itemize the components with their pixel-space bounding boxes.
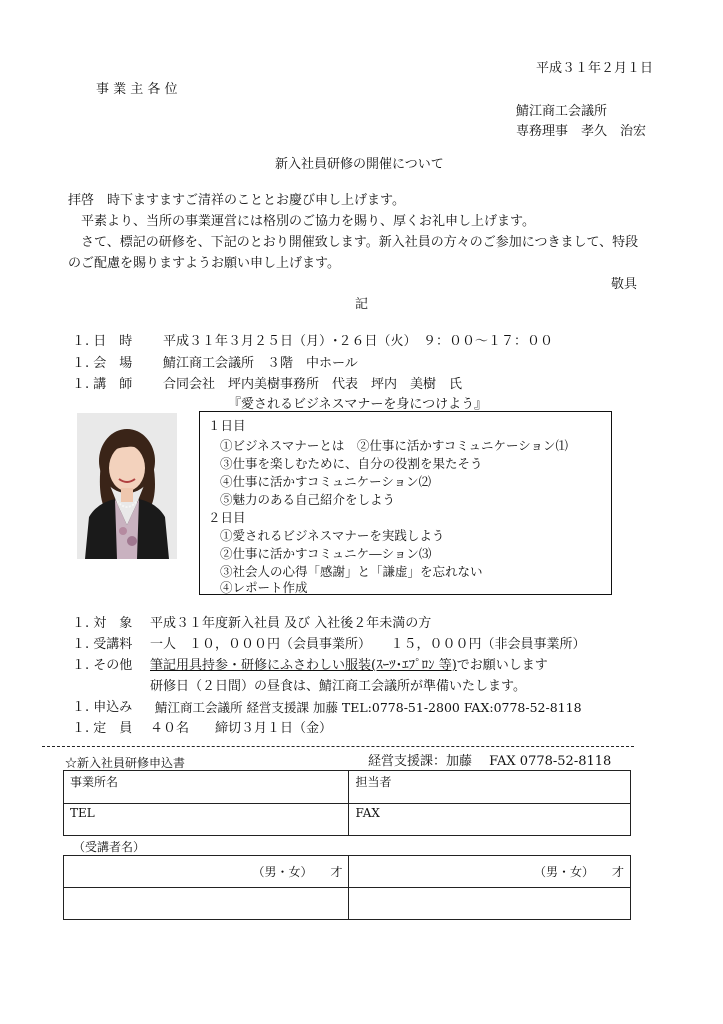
day1-item: ③仕事を楽しむために、自分の役割を果たそう bbox=[220, 456, 483, 471]
trainee-cell-1[interactable] bbox=[64, 856, 349, 888]
day2-item: ④レポート作成 bbox=[220, 580, 308, 595]
fee-label: １. 受講料 bbox=[72, 637, 133, 652]
document-date: 平成３１年２月１日 bbox=[536, 61, 654, 76]
lecturer-portrait-image bbox=[77, 413, 177, 559]
tel-cell[interactable] bbox=[64, 804, 349, 836]
day1-item: ⑤魅力のある自己紹介をしよう bbox=[220, 492, 396, 507]
day1-label: １日目 bbox=[208, 418, 246, 433]
target-label: １. 対 象 bbox=[72, 616, 133, 631]
fax-cell[interactable] bbox=[349, 804, 631, 836]
capacity-value: ４０名 締切３月１日（金） bbox=[150, 721, 333, 736]
person-in-charge-label: 担当者 bbox=[355, 775, 392, 789]
day2-item: ②仕事に活かすコミュニケ―ション⑶ bbox=[220, 546, 432, 561]
fee-value: 一人 １０，０００円（会員事業所） １５，０００円（非会員事業所） bbox=[150, 637, 586, 652]
day2-label: ２日目 bbox=[208, 510, 246, 525]
trainee-label: （受講者名） bbox=[73, 840, 146, 854]
cut-line bbox=[42, 746, 634, 747]
capacity-label: １. 定 員 bbox=[72, 721, 133, 736]
sender-organization: 鯖江商工会議所 bbox=[516, 104, 608, 119]
lunch-note: 研修日（２日間）の昼食は、鯖江商工会議所が準備いたします。 bbox=[150, 679, 526, 694]
fax-label: FAX bbox=[355, 806, 380, 820]
trainee-cell-3[interactable] bbox=[64, 888, 349, 920]
closing-word: 敬具 bbox=[611, 277, 638, 292]
ki-heading: 記 bbox=[355, 297, 369, 312]
sender-title-name: 専務理事 孝久 治宏 bbox=[516, 124, 647, 139]
form-contact: 経営支援課：加藤 FAX 0778-52-8118 bbox=[368, 754, 612, 769]
attire-note-suffix: でお願いします bbox=[456, 658, 548, 673]
thanks-paragraph: 平素より、当所の事業運営には格別のご協力を賜り、厚くお礼申し上げます。 bbox=[68, 214, 535, 229]
day2-item: ①愛されるビジネスマナーを実践しよう bbox=[220, 528, 445, 543]
day1-item: ①ビジネスマナーとは ②仕事に活かすコミュニケーション⑴ bbox=[220, 438, 569, 453]
tel-label: TEL bbox=[70, 806, 95, 820]
venue-label: １. 会 場 bbox=[72, 356, 133, 371]
trainee-cell-2[interactable] bbox=[349, 856, 631, 888]
day2-item: ③社会人の心得「感謝」と「謙虚」を忘れない bbox=[220, 564, 483, 579]
trainee-cell-4[interactable] bbox=[349, 888, 631, 920]
gender-age-field: （男・女） 才 bbox=[252, 865, 343, 879]
form-heading: ☆新入社員研修申込書 bbox=[65, 756, 186, 770]
venue-value: 鯖江商工会議所 ３階 中ホール bbox=[163, 356, 358, 371]
document-title: 新入社員研修の開催について bbox=[275, 157, 444, 172]
person-in-charge-cell[interactable] bbox=[349, 771, 631, 804]
other-value bbox=[150, 658, 548, 674]
day1-item: ④仕事に活かすコミュニケーション⑵ bbox=[220, 474, 432, 489]
lecturer-value: 合同会社 坪内美樹事務所 代表 坪内 美樹 氏 bbox=[163, 377, 463, 392]
company-info-table bbox=[63, 770, 631, 836]
addressee: 事 業 主 各 位 bbox=[96, 82, 178, 97]
apply-value: 鯖江商工会議所 経営支援課 加藤 TEL:0778-51-2800 FAX:0778-52-8118 bbox=[155, 700, 582, 715]
company-name-cell[interactable] bbox=[64, 771, 349, 804]
trainee-table bbox=[63, 855, 631, 920]
other-label: １. その他 bbox=[72, 658, 133, 673]
apply-label: １. 申込み bbox=[72, 700, 133, 715]
course-title: 『愛されるビジネスマナーを身につけよう』 bbox=[228, 397, 488, 412]
lecturer-photo bbox=[77, 413, 177, 559]
greeting-paragraph: 拝啓 時下ますますご清祥のこととお慶び申し上げます。 bbox=[68, 193, 405, 208]
program-box bbox=[199, 411, 612, 595]
lecturer-label: １. 講 師 bbox=[72, 377, 133, 392]
company-name-label: 事業所名 bbox=[70, 775, 119, 789]
announcement-paragraph: さて、標記の研修を、下記のとおり開催致します。新入社員の方々のご参加につきまして、特段のご配慮を賜りますようお願い申し上げます。 bbox=[68, 235, 639, 271]
gender-age-field: （男・女） 才 bbox=[533, 865, 624, 879]
target-value: 平成３１年度新入社員 及び 入社後２年未満の方 bbox=[150, 616, 432, 631]
attire-note: 筆記用具持参・研修にふさわしい服装(ｽｰﾂ･ｴﾌﾟﾛﾝ 等) bbox=[150, 658, 457, 673]
datetime-value: 平成３１年３月２５日（月）･２６日（火） ９：００～１７：００ bbox=[163, 334, 554, 349]
datetime-label: １. 日 時 bbox=[72, 334, 133, 349]
